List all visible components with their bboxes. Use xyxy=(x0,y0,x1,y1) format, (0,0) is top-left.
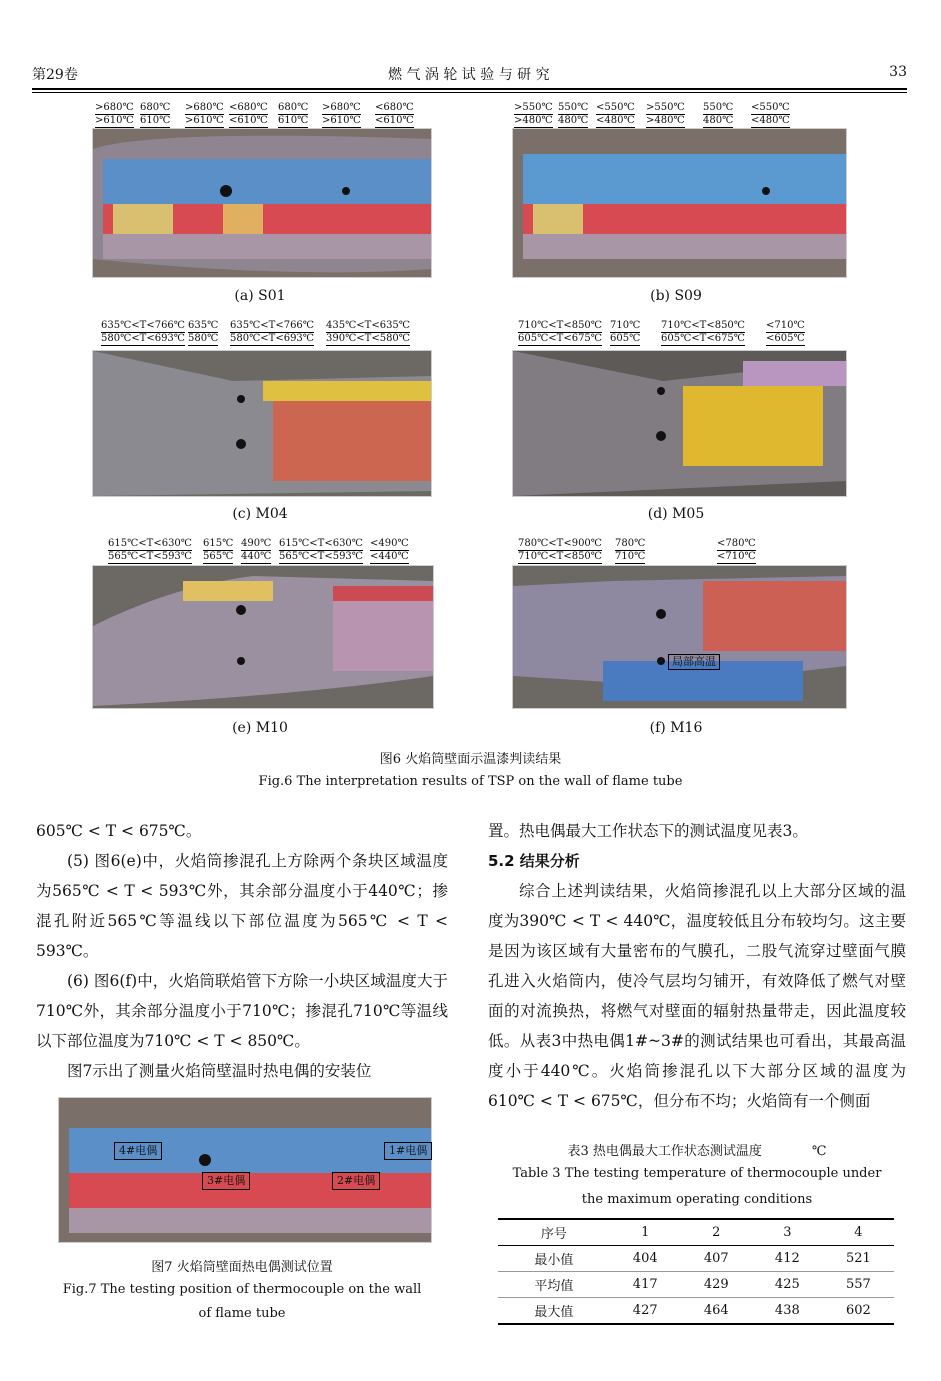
panel-caption: (a) S01 xyxy=(234,288,286,304)
thermocouple-label-1: 1#电偶 xyxy=(384,1142,432,1160)
paragraph: 605℃ < T < 675℃。 xyxy=(36,822,202,840)
label-group: 710℃<T<850℃ 605℃<T<675℃ xyxy=(661,320,745,344)
table-row xyxy=(498,1246,894,1272)
table-cell: 最大值 xyxy=(534,1305,574,1320)
paragraph: (5) 图6(e)中，火焰筒掺混孔上方除两个条块区域温度为565℃ < T < 593℃外，其余部分温度小于440℃；掺混孔附近565℃等温线以下部位温度为565℃ < T < 593℃。 xyxy=(36,852,448,960)
table-cell: 407 xyxy=(703,1251,729,1266)
thermocouple-label-2: 2#电偶 xyxy=(332,1172,380,1190)
tsp-photo-m04 xyxy=(92,350,432,497)
figure6-caption-cn: 图6 火焰筒壁面示温漆判读结果 xyxy=(379,752,562,767)
section-heading: 5.2 结果分析 xyxy=(488,852,580,870)
figure7-caption-en-2: of flame tube xyxy=(198,1306,286,1321)
label-group: 435℃<T<635℃ 390℃<T<580℃ xyxy=(326,320,410,344)
header-rule xyxy=(32,88,907,90)
journal-title: 燃 气 涡 轮 试 验 与 研 究 xyxy=(388,67,550,83)
table-header: 3 xyxy=(783,1225,792,1240)
label-group: <550℃ <480℃ xyxy=(751,102,790,126)
label-group: >680℃ >610℃ xyxy=(185,102,224,126)
panel-caption: (b) S09 xyxy=(650,288,702,304)
table-cell: 521 xyxy=(846,1251,871,1266)
table-row xyxy=(498,1272,894,1298)
table-header: 1 xyxy=(641,1225,650,1240)
label-group: >680℃ >610℃ xyxy=(322,102,361,126)
volume-label: 第29卷 xyxy=(32,67,78,83)
table-cell: 平均值 xyxy=(534,1279,574,1294)
label-group: 710℃ 605℃ xyxy=(610,320,641,344)
label-group: >680℃ >610℃ xyxy=(95,102,134,126)
label-group: <490℃ <440℃ xyxy=(370,538,409,562)
paragraph: 综合上述判读结果，火焰筒掺混孔以上大部分区域的温度为390℃ < T < 440℃，温度较低且分布较均匀。这主要是因为该区域有大量密布的气膜孔，二股气流穿过壁面气膜孔进入火焰筒内，使冷气层均匀铺开，有效降低了燃气对壁面的对流换热，将燃气对壁面的辐射热量带走，因此温度较低。从表3中热电偶1#~3#的测试结果也可看出，其最高温度小于440℃。火焰筒掺混孔以下大部分区域的温度为610℃ < T < 675℃，但分布不均；火焰筒有一个侧面 xyxy=(488,882,906,1110)
label-group: 615℃ 565℃ xyxy=(203,538,234,562)
label-group: 490℃ 440℃ xyxy=(241,538,272,562)
panel-caption: (e) M10 xyxy=(232,720,288,736)
label-group: 615℃<T<630℃ 565℃<T<593℃ xyxy=(108,538,192,562)
table-cell: 417 xyxy=(632,1277,658,1292)
left-column-text xyxy=(36,816,448,1086)
table-cell: 602 xyxy=(846,1303,871,1318)
label-group: <550℃ <480℃ xyxy=(596,102,635,126)
page-header xyxy=(32,64,907,86)
tsp-photo-s01 xyxy=(92,128,432,278)
thermocouple-photo xyxy=(58,1097,432,1243)
label-group: >550℃ >480℃ xyxy=(514,102,553,126)
table-cell: 404 xyxy=(632,1251,658,1266)
label-group: 780℃<T<900℃ 710℃<T<850℃ xyxy=(518,538,602,562)
tsp-photo-m16 xyxy=(512,565,847,709)
panel-caption: (c) M04 xyxy=(232,506,288,522)
thermocouple-label-3: 3#电偶 xyxy=(202,1172,250,1190)
label-group: 635℃<T<766℃ 580℃<T<693℃ xyxy=(101,320,185,344)
label-group: <680℃ <610℃ xyxy=(375,102,414,126)
table-cell: 557 xyxy=(846,1277,871,1292)
label-group: 680℃ 610℃ xyxy=(140,102,171,126)
table-row xyxy=(498,1298,894,1325)
label-group: 635℃ 580℃ xyxy=(188,320,219,344)
table-header: 4 xyxy=(854,1225,863,1240)
paragraph: (6) 图6(f)中，火焰筒联焰管下方除一小块区域温度大于710℃外，其余部分温度小于710℃；掺混孔710℃等温线以下部位温度为710℃ < T < 850℃。 xyxy=(36,972,448,1050)
table-cell: 464 xyxy=(703,1303,729,1318)
thermocouple-label-4: 4#电偶 xyxy=(114,1142,162,1160)
table-cell: 438 xyxy=(774,1303,800,1318)
table3-caption-en: Table 3 The testing temperature of thermocouple under xyxy=(512,1166,882,1181)
figure7-caption-en: Fig.7 The testing position of thermocouple on the wall xyxy=(62,1282,422,1297)
label-group: 635℃<T<766℃ 580℃<T<693℃ xyxy=(230,320,314,344)
panel-caption: (f) M16 xyxy=(649,720,703,736)
tsp-photo-m10 xyxy=(92,565,434,709)
tsp-photo-m05 xyxy=(512,350,847,497)
right-column-text xyxy=(488,816,906,1116)
label-group: 710℃<T<850℃ 605℃<T<675℃ xyxy=(518,320,602,344)
panel-caption: (d) M05 xyxy=(647,506,705,522)
figure7-caption-cn: 图7 火焰筒壁面热电偶测试位置 xyxy=(151,1260,333,1275)
label-group: 680℃ 610℃ xyxy=(278,102,309,126)
label-group: >550℃ >480℃ xyxy=(646,102,685,126)
table-header-row xyxy=(498,1219,894,1246)
label-group: <780℃ <710℃ xyxy=(717,538,756,562)
label-group: 550℃ 480℃ xyxy=(558,102,589,126)
paragraph: 图7示出了测量火焰筒壁温时热电偶的安装位 xyxy=(67,1062,372,1080)
local-high-temp-label: 局部高温 xyxy=(668,654,720,670)
table3-caption-cn: 表3 热电偶最大工作状态测试温度 ℃ xyxy=(567,1144,827,1159)
label-group: 550℃ 480℃ xyxy=(703,102,734,126)
label-group: 780℃ 710℃ xyxy=(615,538,646,562)
table-cell: 最小值 xyxy=(534,1253,574,1268)
tsp-photo-s09 xyxy=(512,128,847,278)
label-group: <680℃ <610℃ xyxy=(229,102,268,126)
page-number: 33 xyxy=(889,64,907,80)
figure6-caption-en: Fig.6 The interpretation results of TSP on the wall of flame tube xyxy=(258,774,683,789)
label-group: <710℃ <605℃ xyxy=(766,320,805,344)
label-group: 615℃<T<630℃ 565℃<T<593℃ xyxy=(279,538,363,562)
table-header: 2 xyxy=(712,1225,721,1240)
table-cell: 429 xyxy=(703,1277,729,1292)
table-header: 序号 xyxy=(540,1227,567,1242)
table3 xyxy=(498,1218,894,1325)
table-cell: 425 xyxy=(774,1277,800,1292)
header-rule-thin xyxy=(32,92,907,93)
table3-caption-en-2: the maximum operating conditions xyxy=(581,1192,813,1207)
table-cell: 427 xyxy=(632,1303,658,1318)
table-cell: 412 xyxy=(774,1251,800,1266)
paragraph: 置。热电偶最大工作状态下的测试温度见表3。 xyxy=(488,822,808,840)
